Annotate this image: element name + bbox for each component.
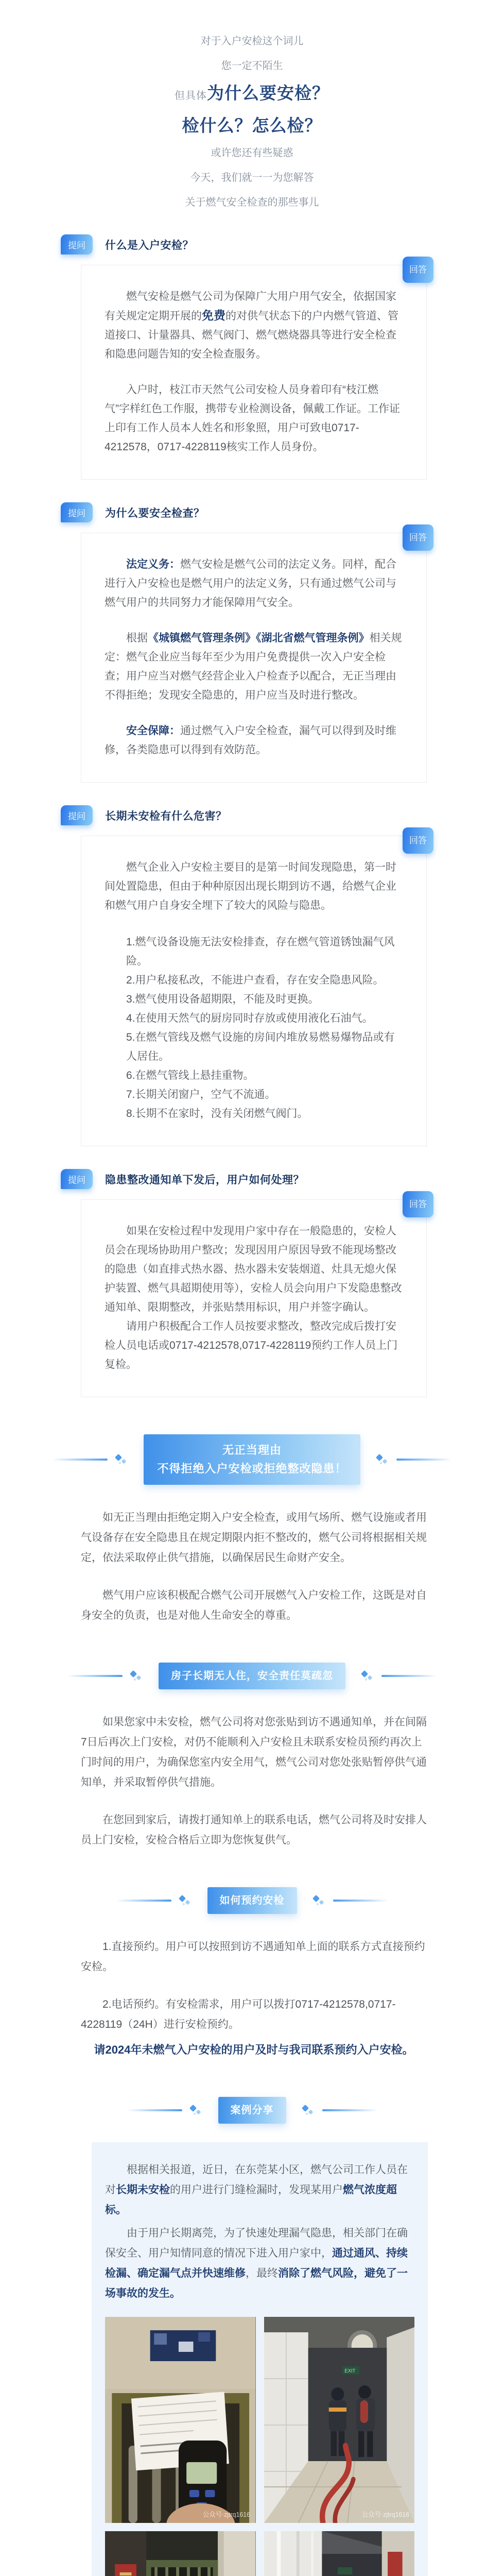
section-title: 长期未安检有什么危害？ bbox=[105, 810, 227, 822]
decor-line-left bbox=[127, 2109, 182, 2111]
answer-badge: 回答 bbox=[403, 1191, 433, 1217]
banner-text: 如何预约安检 bbox=[207, 1887, 297, 1914]
highlight-regulations: 《城镇燃气管理条例》《湖北省燃气管理条例》 bbox=[148, 632, 370, 644]
text-run: 的对供气状态下的户内燃气管道、管道接口、计量器具、燃气阀门、燃气燃烧器具等进行安全检查和隐患问题告知的安全检查服务。 bbox=[105, 310, 398, 360]
question-badge: 提问 bbox=[61, 1169, 93, 1189]
text-run: 根据 bbox=[126, 632, 148, 644]
paragraph: 入户时，枝江市天然气公司安检人员身着印有“枝江燃气”字样红色工作服，携带专业检测设备，佩戴工作证。工作证上印有工作人员本人姓名和形象照，用户可致电0717-4212578，0717-4228119核实工作人员身份。 bbox=[105, 384, 400, 453]
banner-text bbox=[144, 1434, 360, 1485]
banner-text: 房子长期无人住，安全责任莫疏忽 bbox=[159, 1663, 345, 1689]
text-run: 根据相关报道，近日，在东莞某小区，燃气公司工作人员在对 bbox=[105, 2164, 408, 2196]
intro-line: 对于入户安检这个词儿 bbox=[200, 36, 304, 47]
text-run: 由于用户长期离莞，为了快速处理漏气隐患，相关部门在确保安全、用户知情同意的情况下进入用户家中， bbox=[105, 2227, 408, 2259]
risk-item: 1.燃气设备设施无法安检排查，存在燃气管道锈蚀漏气风险。 bbox=[126, 936, 395, 967]
section-header-harm-of-no-inspection bbox=[61, 805, 504, 825]
banner-text: 案例分享 bbox=[218, 2097, 286, 2124]
paragraph: 燃气用户应该积极配合燃气公司开展燃气入户安检工作，这既是对自身安全的负责，也是对他人生命安全的尊重。 bbox=[81, 1589, 427, 1621]
intro-bold-text: 为什么要安检？ bbox=[207, 83, 329, 103]
question-badge: 提问 bbox=[61, 805, 93, 825]
paragraph: 如无正当理由拒绝定期入户安全检查，或用气场所、燃气设施或者用气设备存在安全隐患且在规定期限内拒不整改的，燃气公司将根据相关规定，依法采取停止供气措施，以确保居民生命财产安全。 bbox=[81, 1512, 427, 1564]
risk-item: 2.用户私接私改，不能进户查看，存在安全隐患风险。 bbox=[126, 974, 384, 986]
banner-line-2: 不得拒绝入户安检或拒绝整改隐患！ bbox=[157, 1462, 347, 1475]
highlight-free: 免费 bbox=[202, 309, 225, 322]
answer-badge: 回答 bbox=[403, 524, 433, 551]
photo-illustration bbox=[105, 2531, 256, 2576]
booking-call-to-action: 请2024年未燃气入户安检的用户及时与我司联系预约入户安检。 bbox=[94, 2043, 414, 2056]
text-run: ，最终 bbox=[246, 2267, 278, 2279]
answer-card-what-is-inspection bbox=[81, 265, 427, 480]
decor-dots-right bbox=[376, 1453, 389, 1466]
intro-block bbox=[0, 32, 504, 212]
risk-item: 6.在燃气管线上悬挂重物。 bbox=[126, 1070, 254, 1081]
case-photo-gas-detector bbox=[105, 2317, 256, 2523]
answer-card-harm-of-no-inspection bbox=[81, 836, 427, 1146]
paragraph bbox=[105, 721, 403, 759]
decor-line-left bbox=[67, 1675, 123, 1677]
vacancy-paragraphs bbox=[81, 1712, 427, 1850]
risk-item: 3.燃气使用设备超期限，不能及时更换。 bbox=[126, 993, 319, 1005]
banner-line-1: 无正当理由 bbox=[222, 1444, 282, 1456]
risk-item: 5.在燃气管线及燃气设施的房间内堆放易燃易爆物品或有人居住。 bbox=[126, 1031, 395, 1062]
answer-badge: 回答 bbox=[403, 257, 433, 283]
photo-watermark: 公众号·zjtrq1616 bbox=[361, 2511, 409, 2519]
decor-dots-right bbox=[302, 2104, 315, 2117]
paragraph bbox=[105, 287, 403, 364]
intro-emphasis-2: 检什么？怎么检？ bbox=[182, 116, 322, 135]
text-run: 相关规定：燃气企业应当每年至少为用户免费提供一次入户安全检查；用户应当对燃气经营企业入户检查予以配合，无正当理由不得拒绝；发现安全隐患的，用户应当及时进行整改。 bbox=[105, 632, 402, 701]
banner-case-share bbox=[0, 2097, 504, 2124]
banner-no-refusal bbox=[0, 1434, 504, 1485]
intro-line: 今天，我们就一一为您解答 bbox=[190, 172, 314, 183]
text-run: 通过燃气入户安全检查，漏气可以得到及时维修，各类隐患可以得到有效防范。 bbox=[105, 725, 396, 756]
decor-line-right bbox=[381, 1675, 437, 1677]
risk-item: 7.长期关闭窗户，空气不流通。 bbox=[126, 1089, 276, 1100]
paragraph: 2.电话预约。有安检需求，用户可以拨打0717-4212578,0717-4228119（24H）进行安检预约。 bbox=[81, 1998, 396, 2030]
intro-line-prefix: 但具体 bbox=[175, 90, 207, 101]
decor-dots-left bbox=[189, 2104, 203, 2117]
booking-paragraphs bbox=[81, 1937, 427, 2060]
photo-illustration bbox=[105, 2317, 256, 2523]
answer-card-rectification-notice bbox=[81, 1199, 427, 1397]
section-header-why-inspection bbox=[61, 502, 504, 522]
section-title: 什么是入户安检？ bbox=[105, 239, 194, 251]
case-paragraph bbox=[105, 2160, 414, 2220]
question-badge: 提问 bbox=[61, 502, 93, 522]
decor-line-left bbox=[52, 1459, 108, 1461]
decor-line-left bbox=[116, 1900, 171, 1902]
decor-dots-right bbox=[361, 1669, 374, 1683]
highlight-gas-exceed: 燃气浓度超标。 bbox=[105, 2184, 397, 2216]
text-run: 燃气安检是燃气公司为保障广大用户用气安全，依据国家有关规定定期开展的 bbox=[105, 291, 396, 322]
highlight-actions: 通过通风、持续检漏、确定漏气点并快速维修 bbox=[105, 2247, 408, 2279]
intro-line: 或许您还有些疑惑 bbox=[211, 147, 293, 159]
case-paragraph bbox=[105, 2223, 414, 2303]
paragraph: 1.直接预约。用户可以按照到访不遇通知单上面的联系方式直接预约安检。 bbox=[81, 1941, 425, 1973]
highlight-safety-guarantee: 安全保障： bbox=[126, 725, 180, 737]
answer-card-why-inspection bbox=[81, 533, 427, 783]
decor-dots-left bbox=[130, 1669, 143, 1683]
case-photo-inspection-corridor bbox=[264, 2531, 415, 2576]
paragraph bbox=[105, 629, 403, 705]
banner-vacant-house bbox=[0, 1663, 504, 1689]
case-photo-grid bbox=[105, 2317, 414, 2576]
paragraph: 燃气企业入户安检主要目的是第一时间发现隐患，第一时间处置隐患，但由于种种原因出现长期到访不遇，给燃气企业和燃气用户自身安全埋下了较大的风险与隐患。 bbox=[105, 861, 396, 911]
case-share-box bbox=[92, 2142, 428, 2576]
intro-line: 关于燃气安全检查的那些事儿 bbox=[185, 197, 319, 208]
banner-how-to-book bbox=[0, 1887, 504, 1914]
decor-line-right bbox=[322, 2109, 378, 2111]
section-header-what-is-inspection bbox=[61, 234, 504, 255]
highlight-legal-duty: 法定义务： bbox=[126, 558, 180, 570]
photo-illustration bbox=[264, 2531, 415, 2576]
risk-item: 8.长期不在家时，没有关闭燃气阀门。 bbox=[126, 1108, 308, 1120]
paragraph: 如果您家中未安检，燃气公司将对您张贴到访不遇通知单，并在间隔7日后再次上门安检，对仍不能顺利入户安检且未联系安检员预约再次上门时间的用户，为确保您室内安全用气，燃气公司对您处张贴暂停供气通知单，并采取暂停供气措施。 bbox=[81, 1716, 427, 1788]
risk-item: 4.在使用天然气的厨房同时存放或使用液化石油气。 bbox=[126, 1012, 373, 1024]
intro-line: 您一定不陌生 bbox=[221, 60, 283, 72]
decor-line-right bbox=[396, 1459, 452, 1461]
section-header-rectification-notice bbox=[61, 1169, 504, 1189]
svg-text:EXIT: EXIT bbox=[344, 2368, 355, 2375]
highlight-long-uninspected: 长期未安检 bbox=[116, 2184, 170, 2196]
paragraph: 请用户积极配合工作人员按要求整改，整改完成后拨打安检人员电话或0717-4212578,0717-4228119预约工作人员上门复检。 bbox=[105, 1320, 398, 1370]
paragraph: 如果在安检过程中发现用户家中存在一般隐患的，安检人员会在现场协助用户整改；发现因用户原因导致不能现场整改的隐患（如直排式热水器、热水器未安装烟道、灶具无熄火保护装置、燃气具超期使用等），安检人员会向用户下发隐患整改通知单、限期整改，并张贴禁用标识，用户并签字确认。 bbox=[105, 1225, 402, 1313]
section-title: 隐患整改通知单下发后，用户如何处理？ bbox=[105, 1174, 304, 1186]
text-run: 燃气安检是燃气公司的法定义务。同样，配合进行入户安检也是燃气用户的法定义务，只有通过燃气公司与燃气用户的共同努力才能保障用气安全。 bbox=[105, 558, 396, 608]
notice-paragraphs bbox=[81, 1507, 427, 1625]
decor-dots-left bbox=[179, 1894, 192, 1907]
paragraph: 在您回到家后，请拨打通知单上的联系电话，燃气公司将及时安排人员上门安检，安检合格后立即为您恢复供气。 bbox=[81, 1814, 427, 1846]
case-photo-officers-at-gate bbox=[105, 2531, 256, 2576]
question-badge: 提问 bbox=[61, 234, 93, 255]
photo-illustration bbox=[264, 2317, 415, 2523]
highlight-result: 消除了燃气风险，避免了一场事故的发生。 bbox=[105, 2267, 408, 2299]
photo-watermark: 公众号·zjtrq1616 bbox=[202, 2511, 251, 2519]
decor-line-right bbox=[333, 1900, 389, 1902]
answer-badge: 回答 bbox=[403, 827, 433, 854]
paragraph bbox=[105, 555, 403, 612]
case-photo-corridor-red-hose bbox=[264, 2317, 415, 2523]
intro-emphasis-1 bbox=[0, 81, 504, 108]
section-title: 为什么要安全检查？ bbox=[105, 507, 205, 519]
decor-dots-left bbox=[115, 1453, 128, 1466]
decor-dots-right bbox=[312, 1894, 326, 1907]
text-run: 的用户进行门缝检漏时，发现某用户 bbox=[170, 2184, 343, 2196]
risk-list bbox=[105, 933, 403, 1123]
